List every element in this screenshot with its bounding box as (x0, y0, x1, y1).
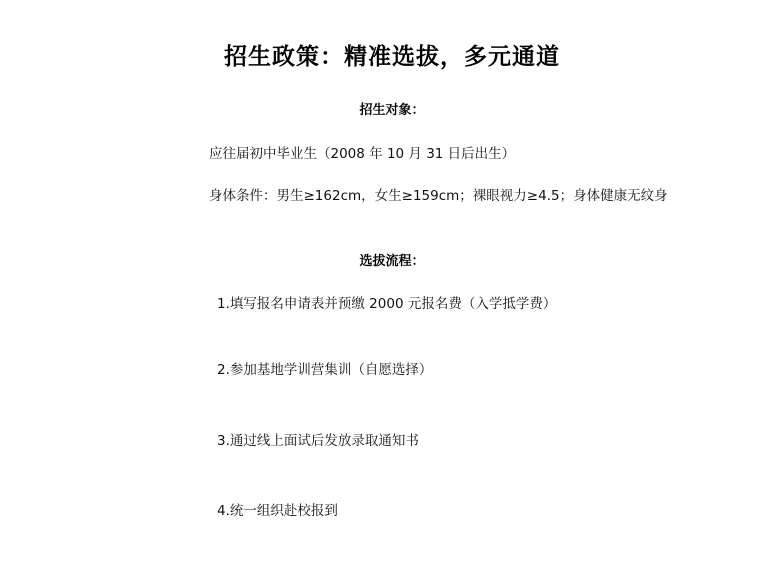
process-step-1: 1.填写报名申请表并预缴 2000 元报名费（入学抵学费） (217, 296, 557, 312)
section-heading-target: 招生对象： (359, 103, 425, 118)
process-step-2: 2.参加基地学训营集训（自愿选择） (217, 362, 433, 378)
process-step-4: 4.统一组织赴校报到 (217, 503, 338, 519)
page-title: 招生政策：精准选拔，多元通道 (224, 43, 560, 70)
target-item-physical-requirements: 身体条件：男生≥162cm，女生≥159cm；裸眼视力≥4.5；身体健康无纹身 (209, 188, 668, 204)
target-item-graduates: 应往届初中毕业生（2008 年 10 月 31 日后出生） (209, 146, 516, 162)
process-step-3: 3.通过线上面试后发放录取通知书 (217, 433, 419, 449)
section-heading-process: 选拔流程： (359, 254, 425, 269)
